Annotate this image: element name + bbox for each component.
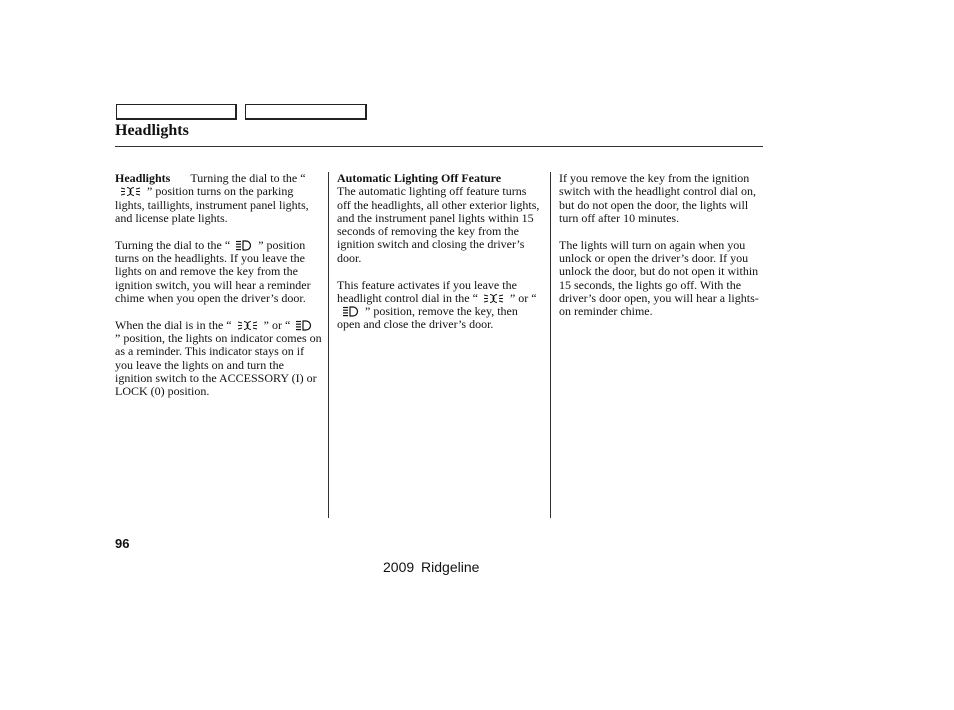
column-divider-2 [550, 172, 551, 518]
column-automatic-lighting-off [337, 172, 542, 345]
section-heading-automatic-lighting-off: Automatic Lighting Off Feature [337, 171, 502, 185]
parking-lights-icon [121, 186, 141, 197]
page-title: Headlights [115, 122, 189, 139]
paragraph-lights-on-again: The lights will turn on again when you unlock or open the driver’s door. If you unlock the door, but do not open it within 15 seconds, the lights go off. With the driver’s door open, you will hear a lights-on reminder chime. [559, 237, 759, 319]
paragraph-lights-on-indicator: When the dial is in the “ ” or “ ” position, the lights on indicator comes on as a reminder. This indicator stays on if you leave the lights on and turn the ignition switch to the ACCESSORY (I) or LOCK (0) position. [115, 317, 322, 399]
parking-lights-icon [484, 293, 504, 304]
paragraph-headlights-on: Turning the dial to the “ ” position turns on the headlights. If you leave the lights on and remove the key from the ignition switch, you will hear a reminder chime when you open the driver’s door. [115, 237, 311, 305]
column-headlights [115, 172, 323, 412]
page-number: 96 [115, 536, 130, 551]
paragraph-parking-lights: Headlights Turning the dial to the “ ” position turns on the parking lights, taillights, instrument panel lights, and license plate lights. [115, 171, 309, 225]
headlight-icon [236, 240, 252, 251]
column-lights-timer [559, 172, 764, 332]
header-rule [115, 146, 763, 147]
footer-model-name: 2009 Ridgeline [383, 559, 480, 575]
section-heading-headlights: Headlights [115, 171, 171, 185]
paragraph-auto-off-description: Automatic Lighting Off Feature The automatic lighting off feature turns off the headlights, all other exterior lights, and the instrument panel lights within 15 seconds of removing the key from the ignition switch and closing the driver’s door. [337, 171, 540, 265]
column-divider-1 [328, 172, 329, 518]
headlight-icon [343, 306, 359, 317]
parking-lights-icon [238, 320, 258, 331]
headlight-icon [296, 320, 312, 331]
paragraph-auto-off-activation: This feature activates if you leave the headlight control dial in the “ ” or “ ” position, remove the key, then open and close the driver’s door. [337, 277, 537, 332]
nav-tab-box-1[interactable] [116, 104, 237, 120]
paragraph-ten-minute-timer: If you remove the key from the ignition switch with the headlight control dial on, but do not open the door, the lights will turn off after 10 minutes. [559, 171, 756, 225]
nav-tab-box-2[interactable] [245, 104, 367, 120]
